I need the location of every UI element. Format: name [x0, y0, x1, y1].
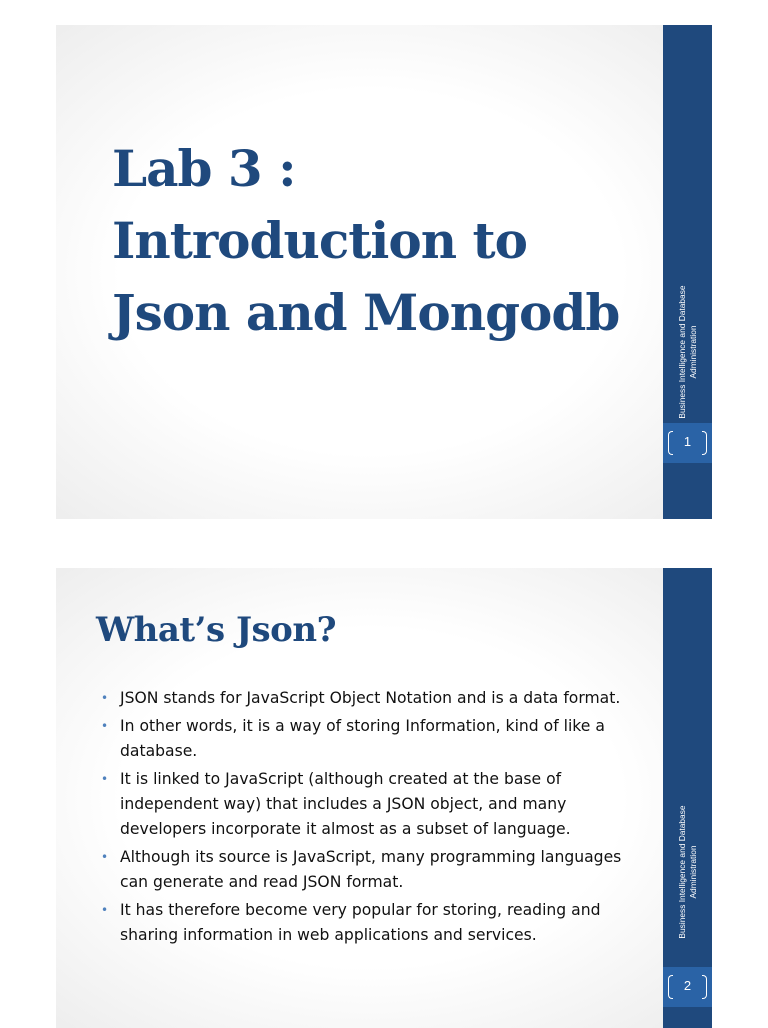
bracket-right-icon [702, 431, 707, 455]
bullet-text: In other words, it is a way of storing Information, kind of like a database. [120, 717, 605, 760]
sidebar-line-1: Business Intelligence and Database [676, 285, 687, 419]
bracket-right-icon [702, 975, 707, 999]
bullet-icon: • [101, 772, 109, 786]
title-line-1: Lab 3 : [112, 139, 296, 198]
list-item [101, 845, 631, 895]
bullet-icon: • [101, 691, 109, 705]
page-number: 2 [683, 978, 692, 993]
list-item [101, 767, 631, 842]
bullet-icon: • [101, 903, 109, 917]
sidebar-line-2: Administration [687, 325, 698, 379]
bullet-icon: • [101, 719, 109, 733]
slide-2-sidebar [663, 568, 712, 1028]
bullet-icon: • [101, 850, 109, 864]
slide-1-title [112, 133, 619, 349]
bullet-list [101, 686, 631, 951]
title-line-2: Introduction to [112, 211, 527, 270]
slide-2-title: What’s Json? [96, 610, 337, 650]
sidebar-line-2: Administration [687, 845, 698, 899]
slide-2 [56, 568, 712, 1028]
bullet-text: It has therefore become very popular for storing, reading and sharing information in web applications and services. [120, 901, 601, 944]
page-number-box [663, 967, 712, 1007]
slide-1 [56, 25, 712, 519]
title-line-3: Json and Mongodb [112, 283, 620, 342]
list-item [101, 714, 631, 764]
page-number: 1 [683, 434, 692, 449]
bullet-text: Although its source is JavaScript, many programming languages can generate and read JSON format. [120, 848, 622, 891]
list-item [101, 898, 631, 948]
bullet-text: JSON stands for JavaScript Object Notation and is a data format. [120, 689, 621, 707]
page-number-box [663, 423, 712, 463]
slide-1-sidebar [663, 25, 712, 519]
list-item [101, 686, 631, 711]
sidebar-line-1: Business Intelligence and Database [676, 805, 687, 939]
bullet-text: It is linked to JavaScript (although created at the base of independent way) that includes a JSON object, and many developers incorporate it almost as a subset of language. [120, 770, 571, 838]
